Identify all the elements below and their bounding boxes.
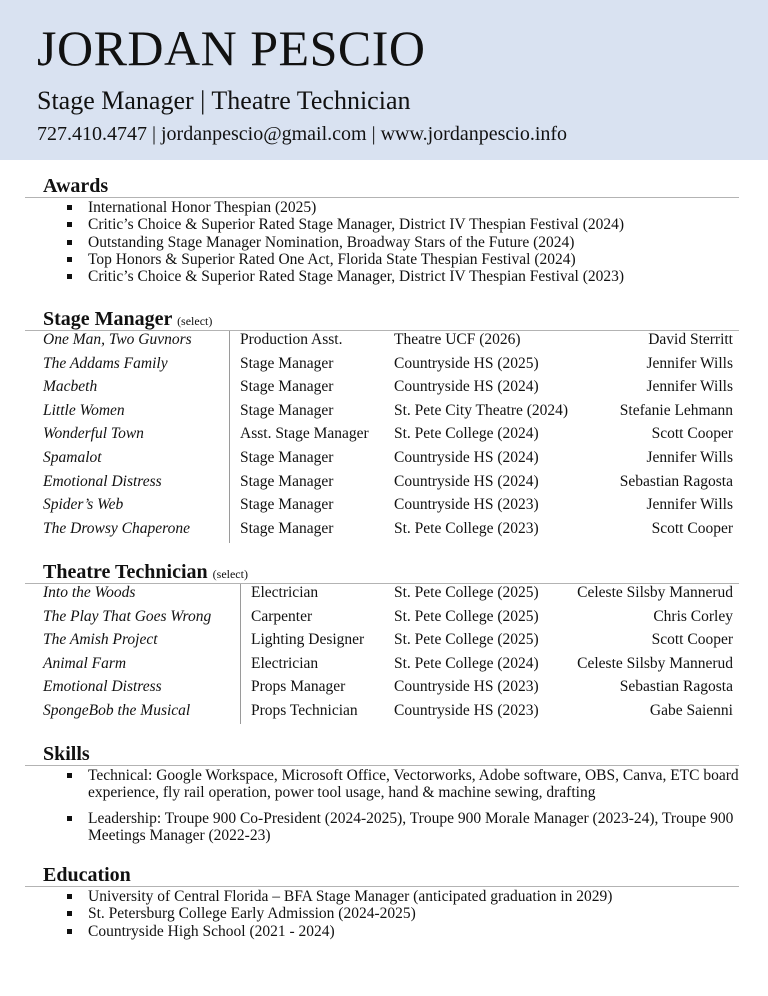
- awards-rule: [25, 197, 739, 198]
- education-list: [66, 888, 746, 940]
- skills-rule: [25, 765, 739, 766]
- award-item: Top Honors & Superior Rated One Act, Florida State Thespian Festival (2024): [66, 251, 746, 268]
- role: Asst. Stage Manager: [240, 425, 369, 443]
- director: Scott Cooper: [651, 631, 733, 649]
- venue: Countryside HS (2023): [394, 496, 539, 514]
- director: David Sterritt: [648, 331, 733, 348]
- credit-row: [43, 517, 733, 541]
- venue: Countryside HS (2023): [394, 678, 539, 696]
- show-title: The Play That Goes Wrong: [43, 607, 212, 625]
- show-title: Spider’s Web: [43, 496, 124, 514]
- show-title: The Amish Project: [43, 631, 158, 649]
- show-title: The Addams Family: [43, 354, 168, 372]
- venue: St. Pete College (2023): [394, 519, 539, 537]
- role: Stage Manager: [240, 378, 334, 396]
- credit-row: [43, 446, 733, 470]
- show-title: Into the Woods: [43, 584, 136, 601]
- venue: Countryside HS (2023): [394, 701, 539, 719]
- job-titles: Stage Manager | Theatre Technician: [37, 86, 411, 115]
- director: Scott Cooper: [651, 519, 733, 537]
- role: Stage Manager: [240, 472, 334, 490]
- education-rule: [25, 886, 739, 887]
- contact-info: 727.410.4747 | jordanpescio@gmail.com | www.jordanpescio.info: [37, 123, 568, 145]
- credit-row: [43, 328, 733, 352]
- show-title: SpongeBob the Musical: [43, 701, 191, 719]
- role: Carpenter: [251, 607, 313, 625]
- education-item: St. Petersburg College Early Admission (2024-2025): [66, 905, 746, 922]
- director: Jennifer Wills: [646, 448, 733, 466]
- show-title: Animal Farm: [43, 654, 127, 672]
- director: Gabe Saienni: [649, 701, 733, 719]
- credit-row: [43, 399, 733, 423]
- skills-heading: Skills: [43, 743, 90, 765]
- role: Lighting Designer: [251, 631, 365, 649]
- credit-row: [43, 628, 733, 652]
- award-item: Critic’s Choice & Superior Rated Stage Manager, District IV Thespian Festival (2024): [66, 216, 746, 233]
- education-item: Countryside High School (2021 - 2024): [66, 923, 746, 940]
- credit-row: [43, 605, 733, 629]
- show-title: Emotional Distress: [43, 472, 162, 490]
- venue: St. Pete College (2025): [394, 607, 539, 625]
- role: Electrician: [251, 584, 319, 601]
- role: Stage Manager: [240, 401, 334, 419]
- role: Props Technician: [251, 701, 358, 719]
- venue: St. Pete City Theatre (2024): [394, 401, 569, 419]
- credit-row: [43, 581, 733, 605]
- theatre-technician-heading: Theatre Technician (select): [43, 561, 248, 583]
- role: Stage Manager: [240, 354, 334, 372]
- credit-row: [43, 652, 733, 676]
- director: Celeste Silsby Mannerud: [577, 584, 733, 601]
- education-item: University of Central Florida – BFA Stage Manager (anticipated graduation in 2029): [66, 888, 746, 905]
- role: Stage Manager: [240, 496, 334, 514]
- skill-item: Leadership: Troupe 900 Co-President (2024-2025), Troupe 900 Morale Manager (2023-24), Troupe 900 Meetings Manager (2022-23): [66, 810, 746, 845]
- role: Props Manager: [251, 678, 346, 696]
- show-title: One Man, Two Guvnors: [43, 331, 192, 348]
- credit-row: [43, 352, 733, 376]
- role: Stage Manager: [240, 448, 334, 466]
- venue: St. Pete College (2025): [394, 631, 539, 649]
- skill-item: Technical: Google Workspace, Microsoft Office, Vectorworks, Adobe software, OBS, Canva, ETC board experience, fly rail operation, power tool usage, hand & machine sewing, drafting: [66, 767, 746, 802]
- stage-manager-heading: Stage Manager (select): [43, 308, 213, 330]
- select-note: (select): [177, 314, 213, 328]
- show-title: Spamalot: [43, 448, 102, 466]
- show-title: Emotional Distress: [43, 678, 162, 696]
- venue: Countryside HS (2024): [394, 448, 539, 466]
- venue: Countryside HS (2024): [394, 378, 539, 396]
- venue: St. Pete College (2024): [394, 654, 539, 672]
- director: Sebastian Ragosta: [619, 678, 733, 696]
- credit-row: [43, 699, 733, 723]
- show-title: The Drowsy Chaperone: [43, 519, 190, 537]
- venue: Countryside HS (2024): [394, 472, 539, 490]
- skills-list: [66, 767, 746, 852]
- role: Electrician: [251, 654, 319, 672]
- director: Sebastian Ragosta: [619, 472, 733, 490]
- awards-list: [66, 199, 746, 285]
- credit-row: [43, 422, 733, 446]
- award-item: Critic’s Choice & Superior Rated Stage Manager, District IV Thespian Festival (2023): [66, 268, 746, 285]
- venue: Countryside HS (2025): [394, 354, 539, 372]
- role: Production Asst.: [240, 331, 343, 348]
- header-banner: [0, 0, 768, 160]
- venue: St. Pete College (2025): [394, 584, 539, 601]
- credit-row: [43, 675, 733, 699]
- role: Stage Manager: [240, 519, 334, 537]
- venue: St. Pete College (2024): [394, 425, 539, 443]
- award-item: International Honor Thespian (2025): [66, 199, 746, 216]
- director: Jennifer Wills: [646, 354, 733, 372]
- credit-row: [43, 493, 733, 517]
- credit-row: [43, 470, 733, 494]
- show-title: Little Women: [43, 401, 125, 419]
- show-title: Wonderful Town: [43, 425, 144, 443]
- select-note: (select): [212, 567, 248, 581]
- stage-manager-credits: [43, 328, 733, 540]
- education-heading: Education: [43, 864, 131, 886]
- credit-row: [43, 375, 733, 399]
- director: Jennifer Wills: [646, 378, 733, 396]
- person-name: JORDAN PESCIO: [37, 20, 426, 76]
- director: Scott Cooper: [651, 425, 733, 443]
- venue: Theatre UCF (2026): [394, 331, 521, 348]
- director: Jennifer Wills: [646, 496, 733, 514]
- director: Stefanie Lehmann: [619, 401, 733, 419]
- director: Chris Corley: [653, 607, 733, 625]
- award-item: Outstanding Stage Manager Nomination, Broadway Stars of the Future (2024): [66, 234, 746, 251]
- awards-heading: Awards: [43, 175, 109, 197]
- theatre-technician-credits: [43, 581, 733, 723]
- show-title: Macbeth: [43, 378, 98, 396]
- director: Celeste Silsby Mannerud: [577, 654, 733, 672]
